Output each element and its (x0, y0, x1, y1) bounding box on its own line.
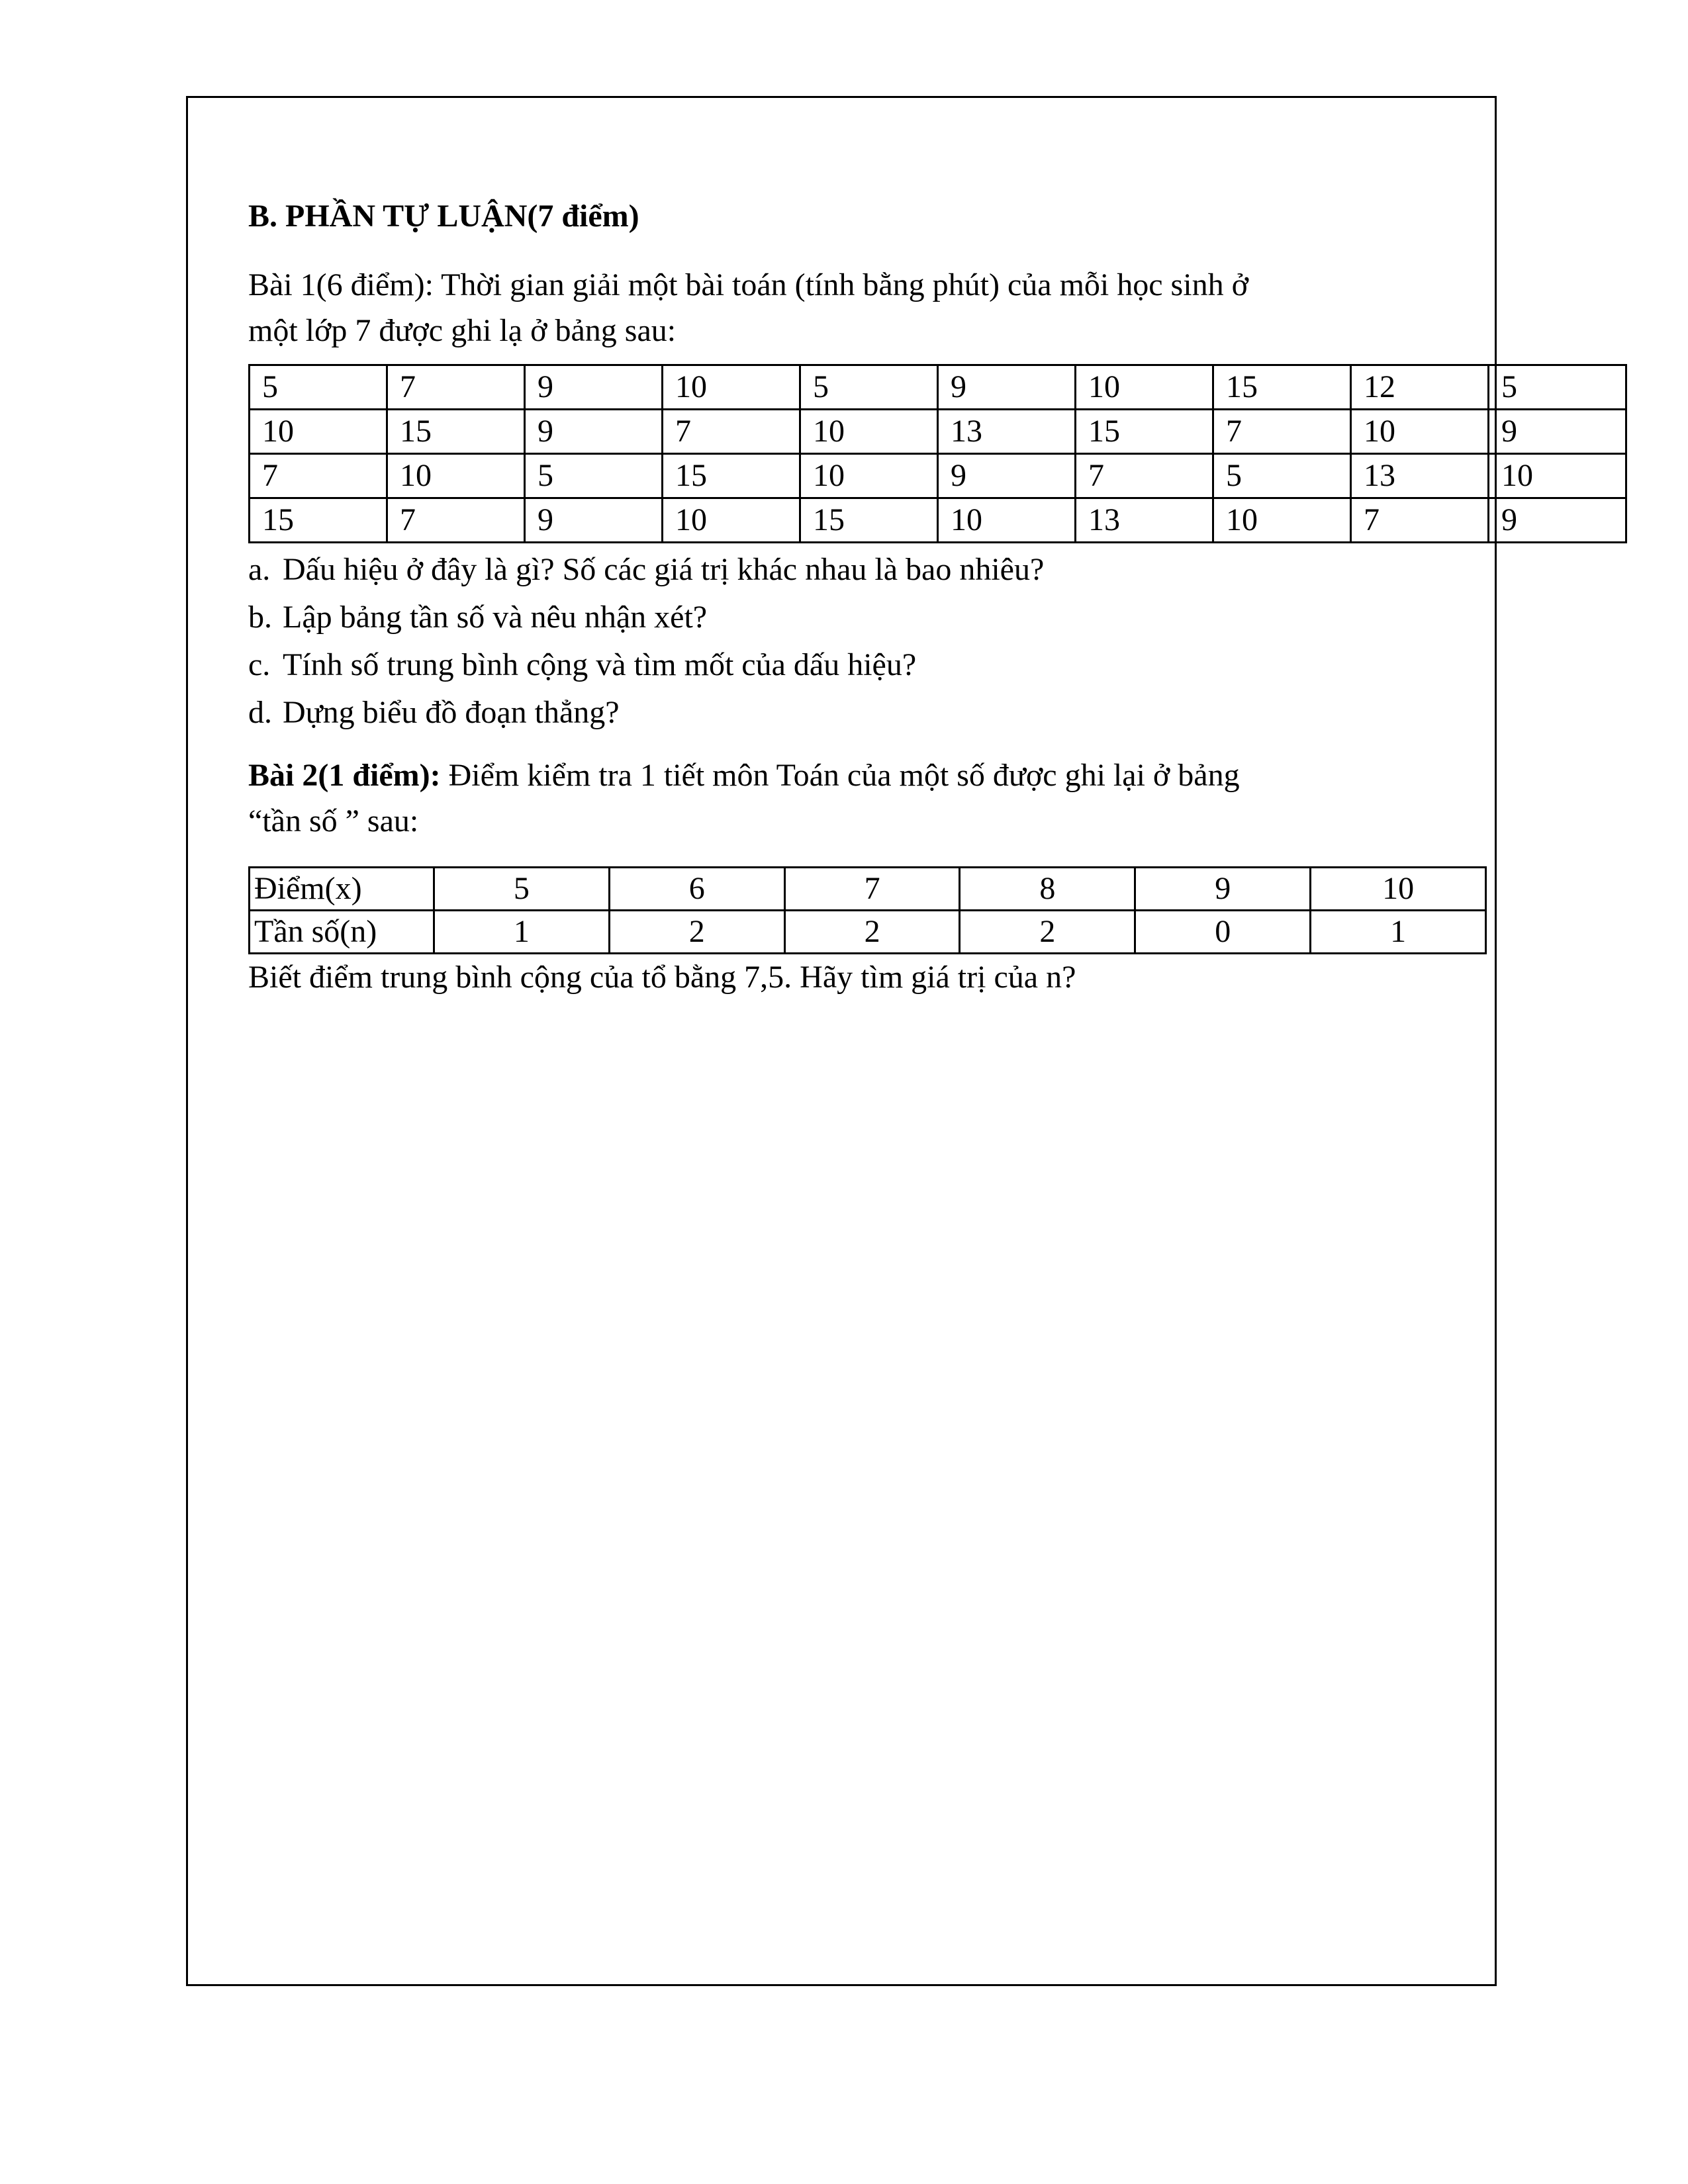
table-cell: 7 (1213, 409, 1351, 453)
problem1-questions (248, 546, 1489, 737)
table-cell: 15 (800, 498, 938, 542)
row-label-frequency: Tần số(n) (250, 910, 434, 953)
table-cell: 10 (938, 498, 1076, 542)
table-row (250, 409, 1626, 453)
question-text: Dấu hiệu ở đây là gì? Số các giá trị khác nhau là bao nhiêu? (283, 551, 1045, 587)
table-cell: 9 (938, 365, 1076, 409)
table-cell: 8 (960, 867, 1135, 910)
table-cell: 10 (1351, 409, 1489, 453)
table-cell: 15 (1213, 365, 1351, 409)
problem1-intro-line1: Bài 1(6 điểm): Thời gian giải một bài toán (tính bằng phút) của mỗi học sinh ở (248, 267, 1248, 302)
table-cell: 5 (800, 365, 938, 409)
problem1-data-table (248, 364, 1627, 543)
section-title: B. PHẦN TỰ LUẬN(7 điểm) (248, 199, 639, 234)
table-cell: 13 (938, 409, 1076, 453)
table-cell: 7 (663, 409, 800, 453)
table-cell: 0 (1135, 910, 1311, 953)
problem2-intro-line1 (248, 752, 1489, 798)
table-cell: 15 (387, 409, 525, 453)
table-cell: 15 (250, 498, 387, 542)
question-d (248, 689, 1489, 737)
table-cell: 10 (800, 453, 938, 498)
row-label-score: Điểm(x) (250, 867, 434, 910)
table-cell: 5 (1213, 453, 1351, 498)
table-cell: 1 (1311, 910, 1486, 953)
table-cell: 5 (434, 867, 610, 910)
question-c (248, 641, 1489, 689)
table-cell: 6 (609, 867, 784, 910)
table-cell: 7 (250, 453, 387, 498)
table-cell: 10 (387, 453, 525, 498)
problem2-intro-rest: Điểm kiểm tra 1 tiết môn Toán của một số được ghi lại ở bảng (440, 757, 1240, 793)
table-row (250, 365, 1626, 409)
table-cell: 9 (525, 409, 663, 453)
question-b (248, 594, 1489, 641)
table-row (250, 453, 1626, 498)
question-a (248, 546, 1489, 594)
table-row (250, 498, 1626, 542)
table-cell: 13 (1076, 498, 1213, 542)
table-cell: 10 (800, 409, 938, 453)
table-cell: 7 (1351, 498, 1489, 542)
table-cell: 5 (525, 453, 663, 498)
table-cell: 10 (1213, 498, 1351, 542)
table-cell: 5 (1489, 365, 1626, 409)
table-cell: 15 (663, 453, 800, 498)
problem1-intro-line2: một lớp 7 được ghi lạ ở bảng sau: (248, 312, 677, 348)
problem2-frequency-table (248, 866, 1487, 954)
table-cell: 7 (387, 365, 525, 409)
question-marker: a. (248, 551, 271, 587)
table-cell: 12 (1351, 365, 1489, 409)
table-cell: 9 (1489, 409, 1626, 453)
question-marker: d. (248, 694, 272, 730)
table-cell: 2 (960, 910, 1135, 953)
table-cell: 7 (784, 867, 960, 910)
table-cell: 10 (663, 365, 800, 409)
table-cell: 5 (250, 365, 387, 409)
question-marker: c. (248, 647, 271, 682)
table-cell: 10 (1076, 365, 1213, 409)
document-content (248, 197, 1533, 1000)
problem2-footer: Biết điểm trung bình cộng của tổ bằng 7,5. Hãy tìm giá trị của n? (248, 959, 1076, 995)
table-cell: 10 (1489, 453, 1626, 498)
table-cell: 10 (663, 498, 800, 542)
question-text: Dựng biểu đồ đoạn thẳng? (283, 694, 620, 730)
table-cell: 10 (1311, 867, 1486, 910)
problem2-intro-line2: “tần số ” sau: (248, 803, 419, 839)
table-cell: 13 (1351, 453, 1489, 498)
table-row-score (250, 867, 1486, 910)
table-cell: 9 (1135, 867, 1311, 910)
question-marker: b. (248, 599, 272, 635)
problem2-label: Bài 2(1 điểm): (248, 757, 441, 793)
table-row-frequency (250, 910, 1486, 953)
question-text: Lập bảng tần số và nêu nhận xét? (283, 599, 708, 635)
table-cell: 9 (938, 453, 1076, 498)
table-cell: 2 (609, 910, 784, 953)
table-cell: 1 (434, 910, 610, 953)
table-cell: 7 (387, 498, 525, 542)
table-cell: 9 (1489, 498, 1626, 542)
table-cell: 10 (250, 409, 387, 453)
question-text: Tính số trung bình cộng và tìm mốt của dấu hiệu? (283, 647, 917, 682)
table-cell: 7 (1076, 453, 1213, 498)
table-cell: 2 (784, 910, 960, 953)
table-cell: 9 (525, 365, 663, 409)
table-cell: 15 (1076, 409, 1213, 453)
table-cell: 9 (525, 498, 663, 542)
